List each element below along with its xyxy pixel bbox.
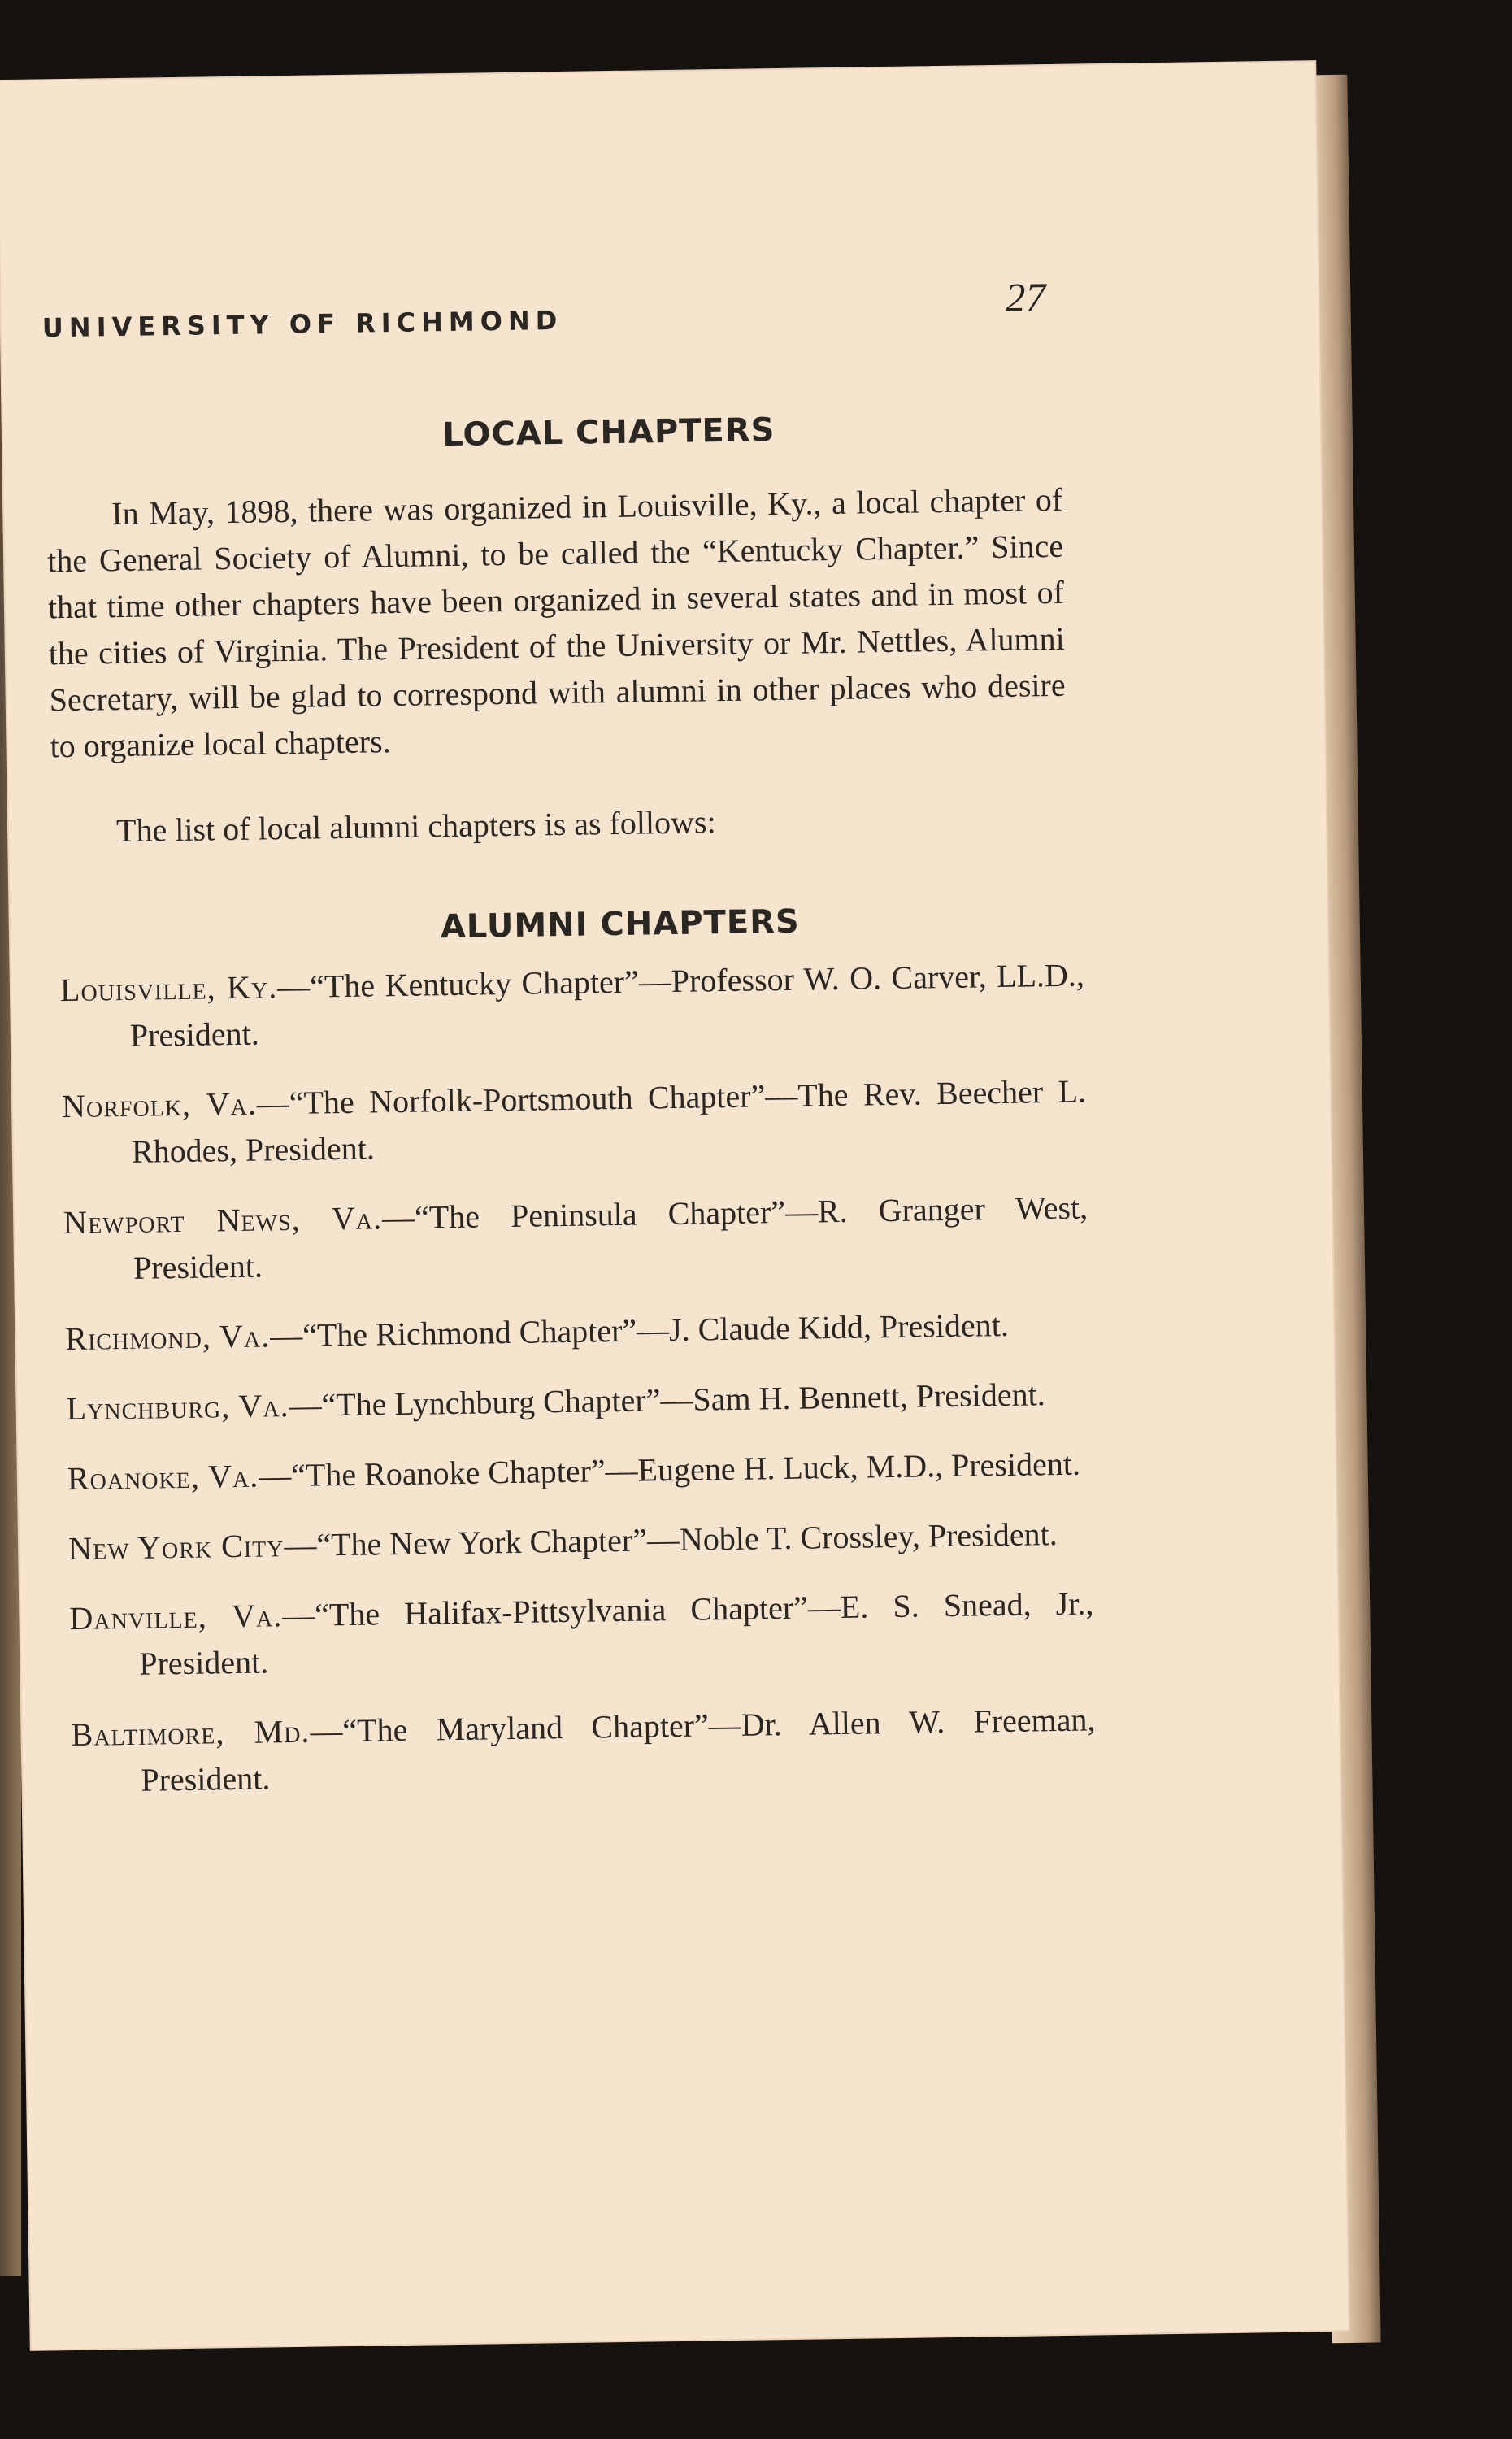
chapter-details: —“The Lynchburg Chapter”—Sam H. Bennett, President. xyxy=(289,1376,1045,1424)
chapter-place: Baltimore, Md. xyxy=(71,1712,311,1754)
chapter-place: New York City xyxy=(67,1527,285,1567)
chapter-place: Norfolk, Va. xyxy=(61,1085,258,1125)
chapter-entry xyxy=(65,1300,1090,1362)
chapter-place: Lynchburg, Va. xyxy=(66,1387,289,1428)
chapter-entry xyxy=(69,1580,1095,1688)
chapter-details: —“The Peninsula Chapter”—R. Granger West, President. xyxy=(133,1189,1088,1286)
running-head: UNIVERSITY OF RICHMOND xyxy=(41,304,563,344)
chapter-place: Louisville, Ky. xyxy=(59,968,278,1009)
chapter-details: —“The Norfolk-Portsmouth Chapter”—The Rev. Beecher L. Rhodes, President. xyxy=(131,1072,1087,1170)
chapter-details: —“The Maryland Chapter”—Dr. Allen W. Freeman, President. xyxy=(141,1701,1096,1798)
chapter-details: —“The Roanoke Chapter”—Eugene H. Luck, M.D., President. xyxy=(258,1445,1081,1494)
chapter-entry xyxy=(60,951,1086,1059)
chapter-entry xyxy=(71,1696,1097,1804)
list-intro-paragraph: The list of local alumni chapters is as follows: xyxy=(115,803,716,850)
chapter-place: Roanoke, Va. xyxy=(67,1457,259,1498)
chapter-entry xyxy=(63,1184,1089,1292)
chapter-details: —“The Halifax-Pittsylvania Chapter”—E. S. Snead, Jr., President. xyxy=(138,1585,1094,1682)
chapter-place: Newport News, Va. xyxy=(63,1199,383,1241)
page-number: 27 xyxy=(1005,274,1046,320)
local-chapters-heading: LOCAL CHAPTERS xyxy=(442,411,776,454)
chapter-details: —“The Kentucky Chapter”—Professor W. O. Carver, LL.D., President. xyxy=(129,956,1085,1054)
page xyxy=(0,62,1349,2350)
chapter-entry xyxy=(62,1067,1088,1176)
chapter-entry xyxy=(68,1510,1093,1572)
intro-paragraph: In May, 1898, there was organized in Louisville, Ky., a local chapter of the General Society of Alumni, to be called the “Kentucky Chapter.” Since that time other chapters have been organized in several states and in most of the cities of Virginia. The President of the University or Mr. Nettles, Alumni Secretary, will be glad to correspond with alumni in other places who desire to organize local chapters. xyxy=(46,480,1066,765)
chapter-place: Richmond, Va. xyxy=(65,1317,271,1358)
chapter-place: Danville, Va. xyxy=(69,1597,283,1637)
chapter-entry xyxy=(67,1440,1092,1502)
alumni-chapters-heading: ALUMNI CHAPTERS xyxy=(440,902,801,946)
chapter-entry xyxy=(66,1370,1091,1432)
chapter-details: —“The New York Chapter”—Noble T. Crossley, President. xyxy=(284,1515,1058,1564)
chapter-details: —“The Richmond Chapter”—J. Claude Kidd, President. xyxy=(269,1306,1010,1354)
chapter-list xyxy=(60,951,1097,1828)
